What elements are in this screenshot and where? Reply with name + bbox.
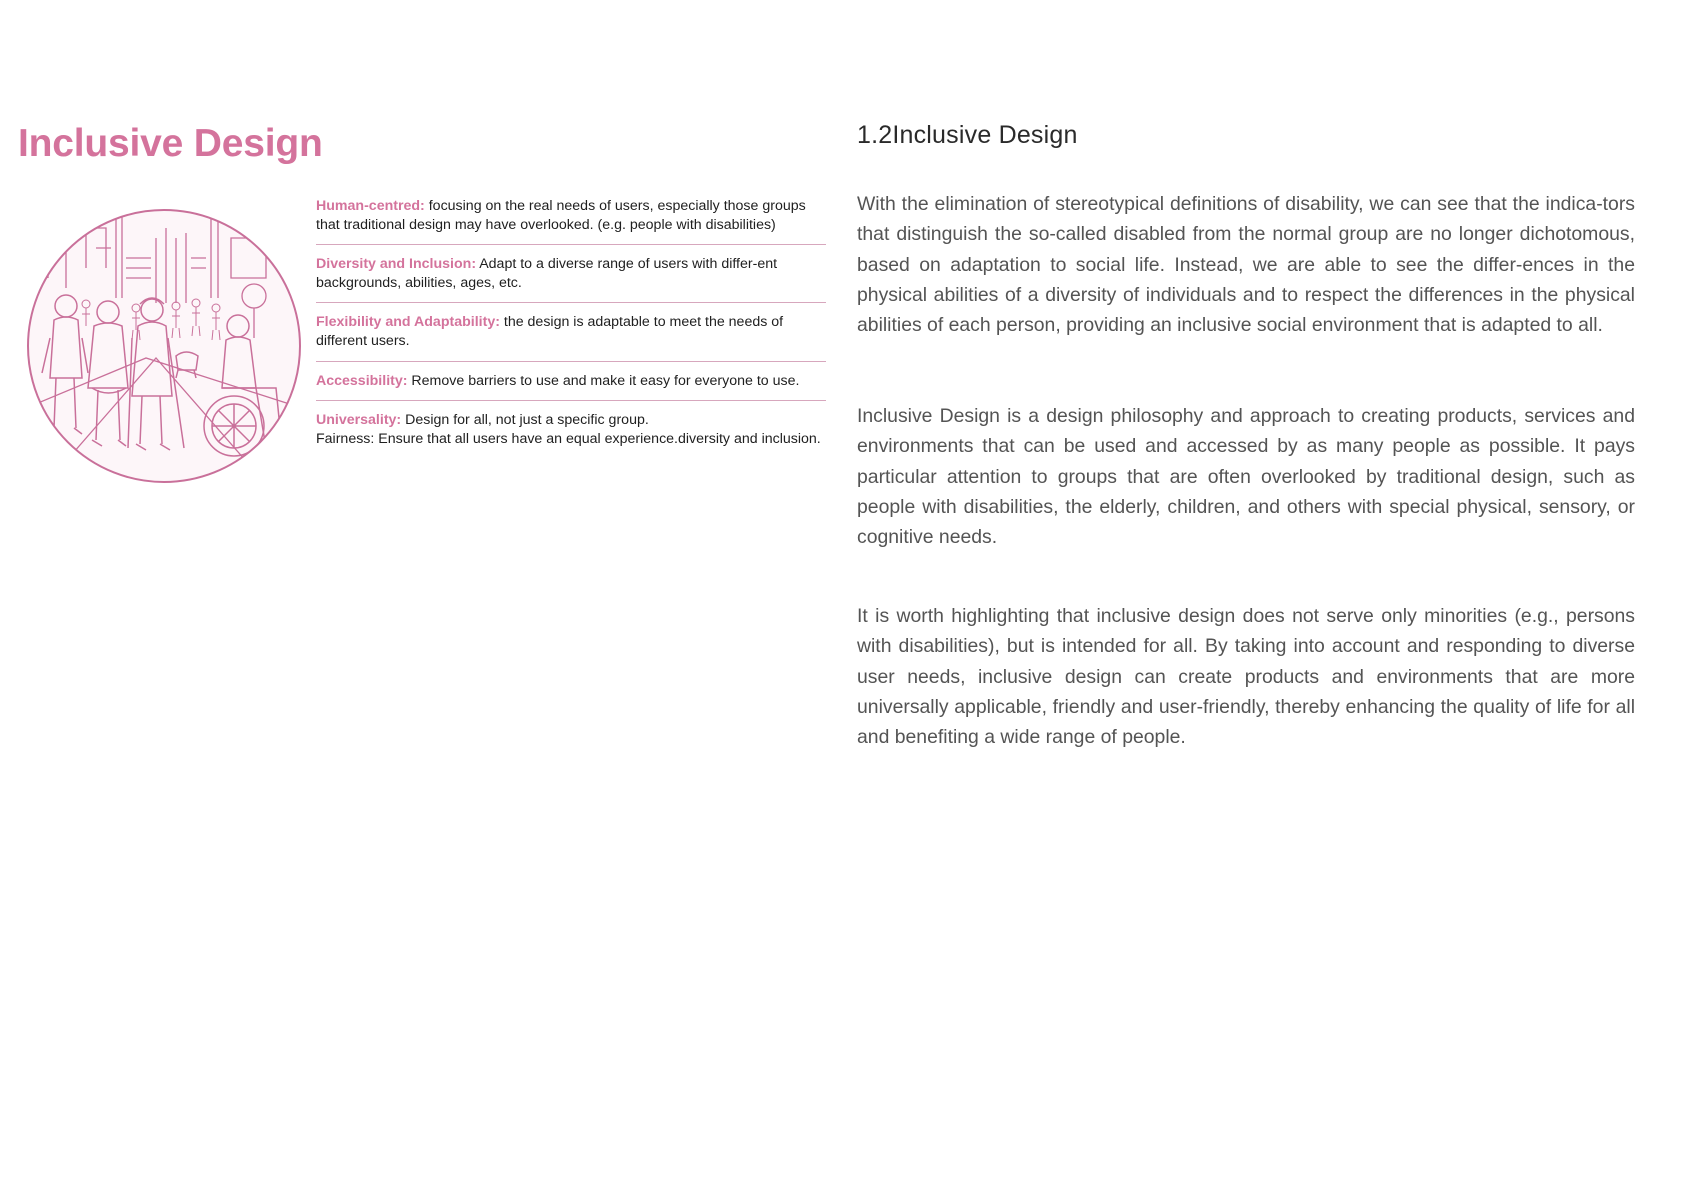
principle-accessibility bbox=[316, 372, 826, 402]
street-crowd-illustration-icon bbox=[26, 208, 302, 484]
principles-list bbox=[316, 197, 826, 468]
principle-human-centred bbox=[316, 197, 826, 245]
principle-term: Diversity and Inclusion: bbox=[316, 256, 477, 273]
principle-flexibility bbox=[316, 313, 826, 361]
paragraph-disability-definition: With the elimination of stereotypical definitions of disability, we can see that the indica-tors that distinguish the so-called disabled from the normal group are no longer dichotomous, based on adaptation to social life. Instead, we are able to see the differ-ences in the physical abilities of a diversity of individuals and to respect the differences in the physical abilities of each person, providing an inclusive social environment that is adapted to all. bbox=[857, 193, 1635, 337]
page-title: Inclusive Design bbox=[18, 122, 323, 165]
principle-term: Accessibility: bbox=[316, 372, 408, 389]
principle-term: Universality: bbox=[316, 412, 402, 429]
principle-text: the design is adaptable to meet the needs of different users. bbox=[316, 314, 784, 349]
principle-text: Remove barriers to use and make it easy for everyone to use. bbox=[407, 372, 800, 389]
principle-text: Design for all, not just a specific group. bbox=[401, 412, 649, 429]
principle-fairness-text: Fairness: Ensure that all users have an equal experience.diversity and inclusion. bbox=[316, 430, 821, 447]
paragraph-design-for-all: It is worth highlighting that inclusive design does not serve only minorities (e.g., persons with disabilities), but is intended for all. By taking into account and responding to diverse user needs, inclusive design can create products and environments that are more universally applicable, friendly and user-friendly, thereby enhancing the quality of life for all and benefiting a wide range of people. bbox=[857, 605, 1635, 749]
principle-text: Adapt to a diverse range of users with differ-ent backgrounds, abilities, ages, etc. bbox=[316, 256, 778, 291]
principle-text: focusing on the real needs of users, especially those groups that traditional design may have overlooked. (e.g. people with disabilities) bbox=[316, 198, 806, 233]
principle-universality bbox=[316, 411, 826, 458]
principle-term: Human-centred: bbox=[316, 198, 425, 214]
principle-diversity-inclusion bbox=[316, 255, 826, 303]
principle-term: Flexibility and Adaptability: bbox=[316, 314, 500, 331]
paragraph-inclusive-design-definition: Inclusive Design is a design philosophy and approach to creating products, services and environments that can be used and accessed by as many people as possible. It pays particular attention to groups that are often overlooked by traditional design, such as people with disabilities, the elderly, children, and others with special physical, sensory, or cognitive needs. bbox=[857, 405, 1635, 549]
section-heading: 1.2Inclusive Design bbox=[857, 121, 1078, 149]
